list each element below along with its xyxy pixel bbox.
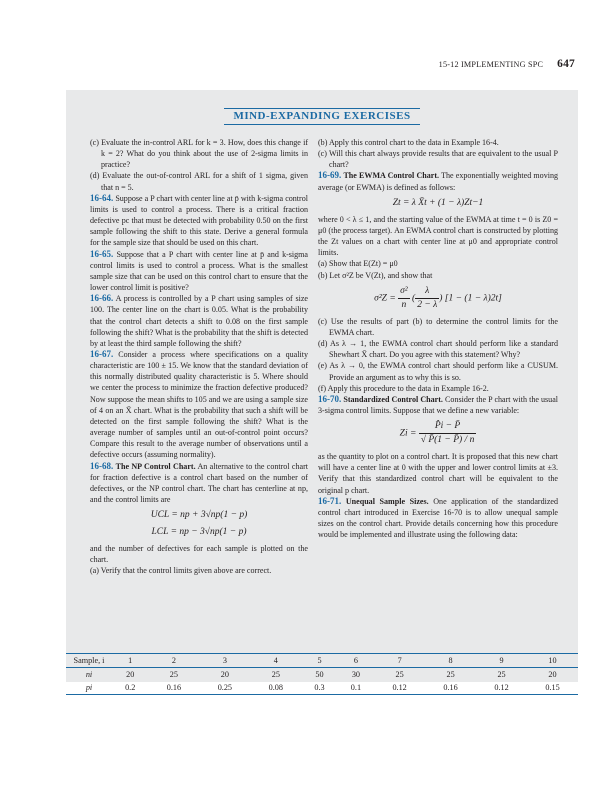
exercise-16-67 bbox=[90, 349, 308, 461]
exercise-16-68-after: and the number of defectives for each sample is plotted on the chart. bbox=[90, 544, 308, 565]
exercise-16-65 bbox=[90, 249, 308, 294]
running-head bbox=[439, 58, 575, 70]
frac-numerator: P̂i − P̄ bbox=[419, 420, 477, 434]
exercise-text: Consider the P chart with the usual 3-sigma control limits. Suppose that we define a new variable: bbox=[318, 394, 559, 415]
table-cell: 25 bbox=[446, 670, 455, 679]
exercise-16-71 bbox=[318, 496, 558, 541]
exercise-16-70 bbox=[318, 394, 558, 416]
ucl-equation: UCL = np + 3√np(1 − p) bbox=[150, 510, 248, 521]
exercise-text: Suppose that a P chart with center line at p̄ and k-sigma control limits is used to control a process. What is the smallest sample size that can be used on this control chart to ensure that the lower control limit is positive? bbox=[90, 249, 308, 293]
right-part-c: (c) Will this chart always provide results that are equivalent to the usual P chart? bbox=[318, 149, 558, 170]
table-cell: 7 bbox=[374, 654, 425, 668]
exercise-text: One application of the standardized control chart introduced in Exercise 16-70 is to allow unequal sample sizes on the control chart. Provide details concerning how this procedure would be implemented and illustrate using the following data: bbox=[318, 496, 559, 540]
variance-lhs: σ²Z = bbox=[374, 293, 399, 304]
right-part-b: (b) Apply this control chart to the data in Example 16-4. bbox=[318, 138, 499, 147]
table-cell: 25 bbox=[395, 670, 404, 679]
left-part-a: (a) Verify that the control limits given above are correct. bbox=[90, 566, 272, 576]
exercise-16-69-after: where 0 < λ ≤ 1, and the starting value of the EWMA at time t = 0 is Z0 = μ0 (the process target). An EWMA control chart is constructed by plotting the Zt values on a chart with center line at μ0 and appropriate control limits. bbox=[318, 214, 558, 258]
exercise-text: Consider a process where specifications on a quality characteristic are 100 ± 15. We know that the standard deviation of this normally distributed quality characteristic is 5. Where should we center the process to minimize the fraction defective produced? Now suppose the mean shifts to 105 and we are using a sample size of 4 on an X̄ chart. What is the probability that such a shift will be detected on the first sample following the shift? What is the average number of samples until an out-of-control point occurs? Compare this result to the average number of observations until a defective occurs (assuming normality). bbox=[90, 349, 308, 460]
exercise-16-66 bbox=[90, 293, 308, 349]
exercises-panel bbox=[66, 90, 578, 682]
table-cell: 0.12 bbox=[374, 681, 425, 695]
exercise-number: 16-65. bbox=[90, 248, 114, 259]
exercise-text: An alternative to the control chart for fraction defective is a control chart based on the number of defectives, or the NP control chart. The chart has centerline at np, and the control limits are bbox=[90, 461, 308, 504]
row-label-n: ni bbox=[85, 670, 93, 679]
panel-title: MIND-EXPANDING EXERCISES bbox=[233, 110, 411, 122]
left-column bbox=[90, 137, 308, 577]
table-cell: 25 bbox=[497, 670, 506, 679]
exercise-text: A process is controlled by a P chart using samples of size 100. The center line on the chart is 0.05. What is the probability that the control chart detects a shift to 0.08 on the first sample following the shift? What is the probability that the shift is detected by at least the third sample following the shift? bbox=[90, 294, 308, 348]
table-cell: 8 bbox=[425, 654, 476, 668]
table-cell: 9 bbox=[476, 654, 527, 668]
right-part-b2: (b) Let σ²Z be V(Zt), and show that bbox=[318, 270, 433, 280]
table-cell: 6 bbox=[338, 654, 374, 668]
exercise-title: The NP Control Chart. bbox=[115, 461, 196, 471]
sigma-over-n bbox=[398, 285, 410, 312]
ewma-equation: Zt = λ X̄t + (1 − λ)Zt−1 bbox=[392, 197, 484, 208]
frac-numerator: σ² bbox=[398, 285, 410, 299]
right-part-a: (a) Show that E(Zt) = μ0 bbox=[318, 259, 398, 269]
exercise-number: 16-64. bbox=[90, 192, 114, 203]
zi-lhs: Zi = bbox=[399, 428, 417, 439]
frac-denominator: n bbox=[401, 299, 407, 310]
title-rule-top bbox=[224, 108, 420, 109]
table-cell: 25 bbox=[271, 670, 280, 679]
right-part-e2: (e) As λ → 0, the EWMA control chart should perform like a CUSUM. Provide an argument as to why this is so. bbox=[318, 361, 558, 382]
table-cell: 0.16 bbox=[425, 681, 476, 695]
left-part-c: (c) Evaluate the in-control ARL for k = 3. How, does this change if k = 2? What do you think about the use of 2-sigma limits in practice? bbox=[90, 138, 308, 170]
table-cell: 0.16 bbox=[148, 681, 199, 695]
table-row bbox=[66, 668, 578, 682]
table-cell: 0.25 bbox=[199, 681, 250, 695]
frac-denominator: √ P̄(1 − P̄) / n bbox=[420, 435, 475, 446]
sample-data-table bbox=[66, 653, 578, 695]
row-label-p: pi bbox=[66, 681, 112, 695]
table-cell: 20 bbox=[548, 670, 557, 679]
table-header-label: Sample, i bbox=[66, 654, 112, 668]
table-cell: 0.1 bbox=[338, 681, 374, 695]
page-number: 647 bbox=[557, 58, 575, 70]
table-cell: 1 bbox=[112, 654, 148, 668]
exercise-title: The EWMA Control Chart. bbox=[343, 171, 440, 181]
lcl-equation: LCL = np − 3√np(1 − p) bbox=[151, 527, 247, 538]
exercise-number: 16-70. bbox=[318, 393, 342, 404]
exercise-text: Suppose a P chart with center line at p̄ with k-sigma control limits is used to control a process. There is a critical fraction defective pc that must be detected with probability 0.50 on the first sample following the shift to this state. Derive a general formula for the sample size that should be used on this chart. bbox=[90, 193, 308, 248]
table-cell: 10 bbox=[527, 654, 578, 668]
right-column bbox=[318, 137, 558, 540]
exercise-16-69 bbox=[318, 170, 558, 192]
table-cell: 0.2 bbox=[112, 681, 148, 695]
exercise-title: Standardized Control Chart. bbox=[343, 394, 443, 404]
table-cell: 50 bbox=[315, 670, 324, 679]
variance-rhs: [1 − (1 − λ)2t] bbox=[444, 293, 502, 304]
zi-equation bbox=[318, 420, 558, 447]
variance-equation: σ²Z = $\frac{\text{σ²}}{n}$ ( $\frac{\lambda}{2 - \lambda}$ ) [1 − (1 − λ)2t] bbox=[374, 285, 502, 310]
right-part-c2: (c) Use the results of part (b) to determine the control limits for the EWMA chart. bbox=[318, 316, 558, 337]
right-part-d2: (d) As λ → 1, the EWMA control chart should perform like a standard Shewhart X̄ chart. Do you agree with this statement? Why? bbox=[318, 339, 558, 360]
table-cell: 0.15 bbox=[527, 681, 578, 695]
right-part-f2: (f) Apply this procedure to the data in Example 16-2. bbox=[318, 383, 489, 393]
table-cell: 2 bbox=[148, 654, 199, 668]
exercise-number: 16-71. bbox=[318, 495, 342, 506]
exercise-text: The exponentially weighted moving average (or EWMA) is defined as follows: bbox=[318, 171, 558, 192]
table-cell: 0.12 bbox=[476, 681, 527, 695]
running-head-text: 15-12 IMPLEMENTING SPC bbox=[438, 60, 544, 69]
exercise-title: Unequal Sample Sizes. bbox=[345, 496, 429, 506]
exercise-number: 16-67. bbox=[90, 348, 114, 359]
table-cell: 0.3 bbox=[301, 681, 337, 695]
np-limits-equations bbox=[90, 509, 308, 539]
table-cell: 25 bbox=[169, 670, 178, 679]
table-cell: 20 bbox=[126, 670, 135, 679]
frac-numerator: λ bbox=[415, 285, 439, 299]
exercise-number: 16-68. bbox=[90, 460, 114, 471]
exercise-number: 16-69. bbox=[318, 170, 342, 181]
table-cell: 4 bbox=[250, 654, 301, 668]
table-cell: 3 bbox=[199, 654, 250, 668]
table-row bbox=[66, 681, 578, 695]
table-cell: 20 bbox=[220, 670, 229, 679]
title-rule-bottom bbox=[224, 124, 420, 125]
table-header-row bbox=[66, 654, 578, 668]
exercise-number: 16-66. bbox=[90, 293, 114, 304]
left-part-d: (d) Evaluate the out-of-control ARL for a shift of 1 sigma, given that n = 5. bbox=[90, 171, 308, 192]
zi-fraction bbox=[419, 420, 477, 447]
table-cell: 5 bbox=[301, 654, 337, 668]
exercise-16-68 bbox=[90, 461, 308, 506]
table-cell: 0.08 bbox=[250, 681, 301, 695]
lambda-over-2-minus-lambda bbox=[415, 285, 439, 312]
frac-denominator: 2 − λ bbox=[417, 299, 438, 310]
exercise-16-64 bbox=[90, 193, 308, 249]
exercise-16-70-after: as the quantity to plot on a control chart. It is proposed that this new chart will have a center line at 0 with the upper and lower control limits at ±3. Verify that this standardized control chart will be equivalent to the original p chart. bbox=[318, 452, 558, 495]
table-cell: 30 bbox=[351, 670, 361, 679]
